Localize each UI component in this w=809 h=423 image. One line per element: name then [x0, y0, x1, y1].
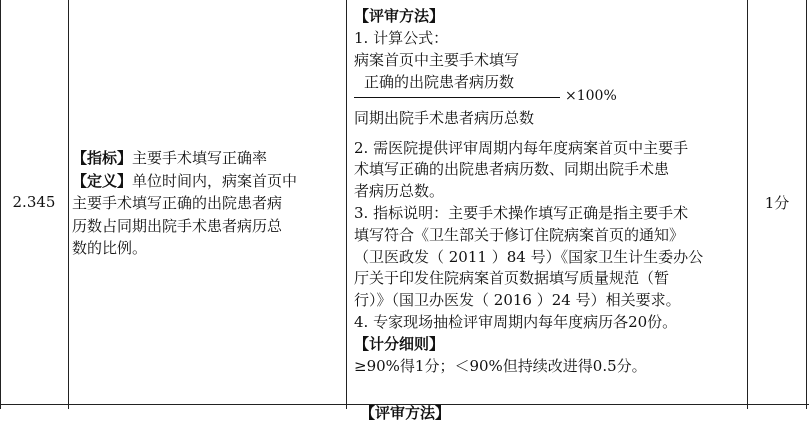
method-step-3: 填写符合《卫生部关于修订住院病案首页的通知》	[354, 225, 685, 244]
method-step-3: （卫医政发（ 2011 ）84 号）《国家卫生计生委办公	[354, 247, 704, 266]
method-step-2: 者病历总数。	[354, 182, 445, 201]
method-step-4: 4. 专家现场抽检评审周期内每年度病历各20份。	[354, 312, 678, 331]
formula-numerator: 病案首页中主要手术填写	[354, 50, 520, 69]
indicator-line	[72, 147, 344, 170]
scoring-heading: 【计分细则】	[354, 334, 445, 353]
definition-text: 历数占同期出院手术患者病历总	[72, 216, 283, 235]
definition-text: 主要手术填写正确的出院患者病	[72, 194, 283, 212]
method-step-1: 1. 计算公式：	[354, 28, 449, 47]
method-step-3: 厅关于印发住院病案首页数据填写质量规范（暂	[354, 269, 670, 288]
definition-text: 数的比例。	[72, 239, 148, 257]
next-row-heading: 【评审方法】	[360, 404, 451, 422]
fraction-bar	[354, 97, 560, 98]
method-cell	[354, 6, 746, 377]
indicator-cell	[72, 147, 344, 260]
formula-numerator: 正确的出院患者病历数	[364, 72, 515, 91]
column-divider	[346, 0, 347, 409]
indicator-text: 主要手术填写正确率	[132, 149, 268, 167]
item-number: 2.345	[12, 193, 56, 211]
formula	[354, 50, 746, 138]
method-heading: 【评审方法】	[354, 7, 445, 25]
method-step-3: 3. 指标说明：主要手术操作填写正确是指主要手术	[354, 203, 689, 222]
method-step-2: 术填写正确的出院患者病历数、同期出院手术患	[354, 160, 670, 179]
scoring-text: ≥90%得1分；＜90%但持续改进得0.5分。	[354, 356, 647, 375]
definition-line	[72, 170, 344, 193]
column-divider	[68, 0, 69, 409]
formula-denominator: 同期出院手术患者病历总数	[354, 108, 535, 127]
score-value: 1分	[764, 193, 790, 212]
method-step-3: 行）》（国卫办医发（ 2016 ）24 号）相关要求。	[354, 291, 681, 310]
definition-text: 单位时间内，病案首页中	[132, 171, 298, 190]
formula-multiplier: ×100%	[565, 87, 617, 104]
definition-tag: 【定义】	[72, 171, 133, 190]
indicator-tag: 【指标】	[72, 149, 133, 167]
method-step-2: 2. 需医院提供评审周期内每年度病案首页中主要手	[354, 138, 689, 157]
